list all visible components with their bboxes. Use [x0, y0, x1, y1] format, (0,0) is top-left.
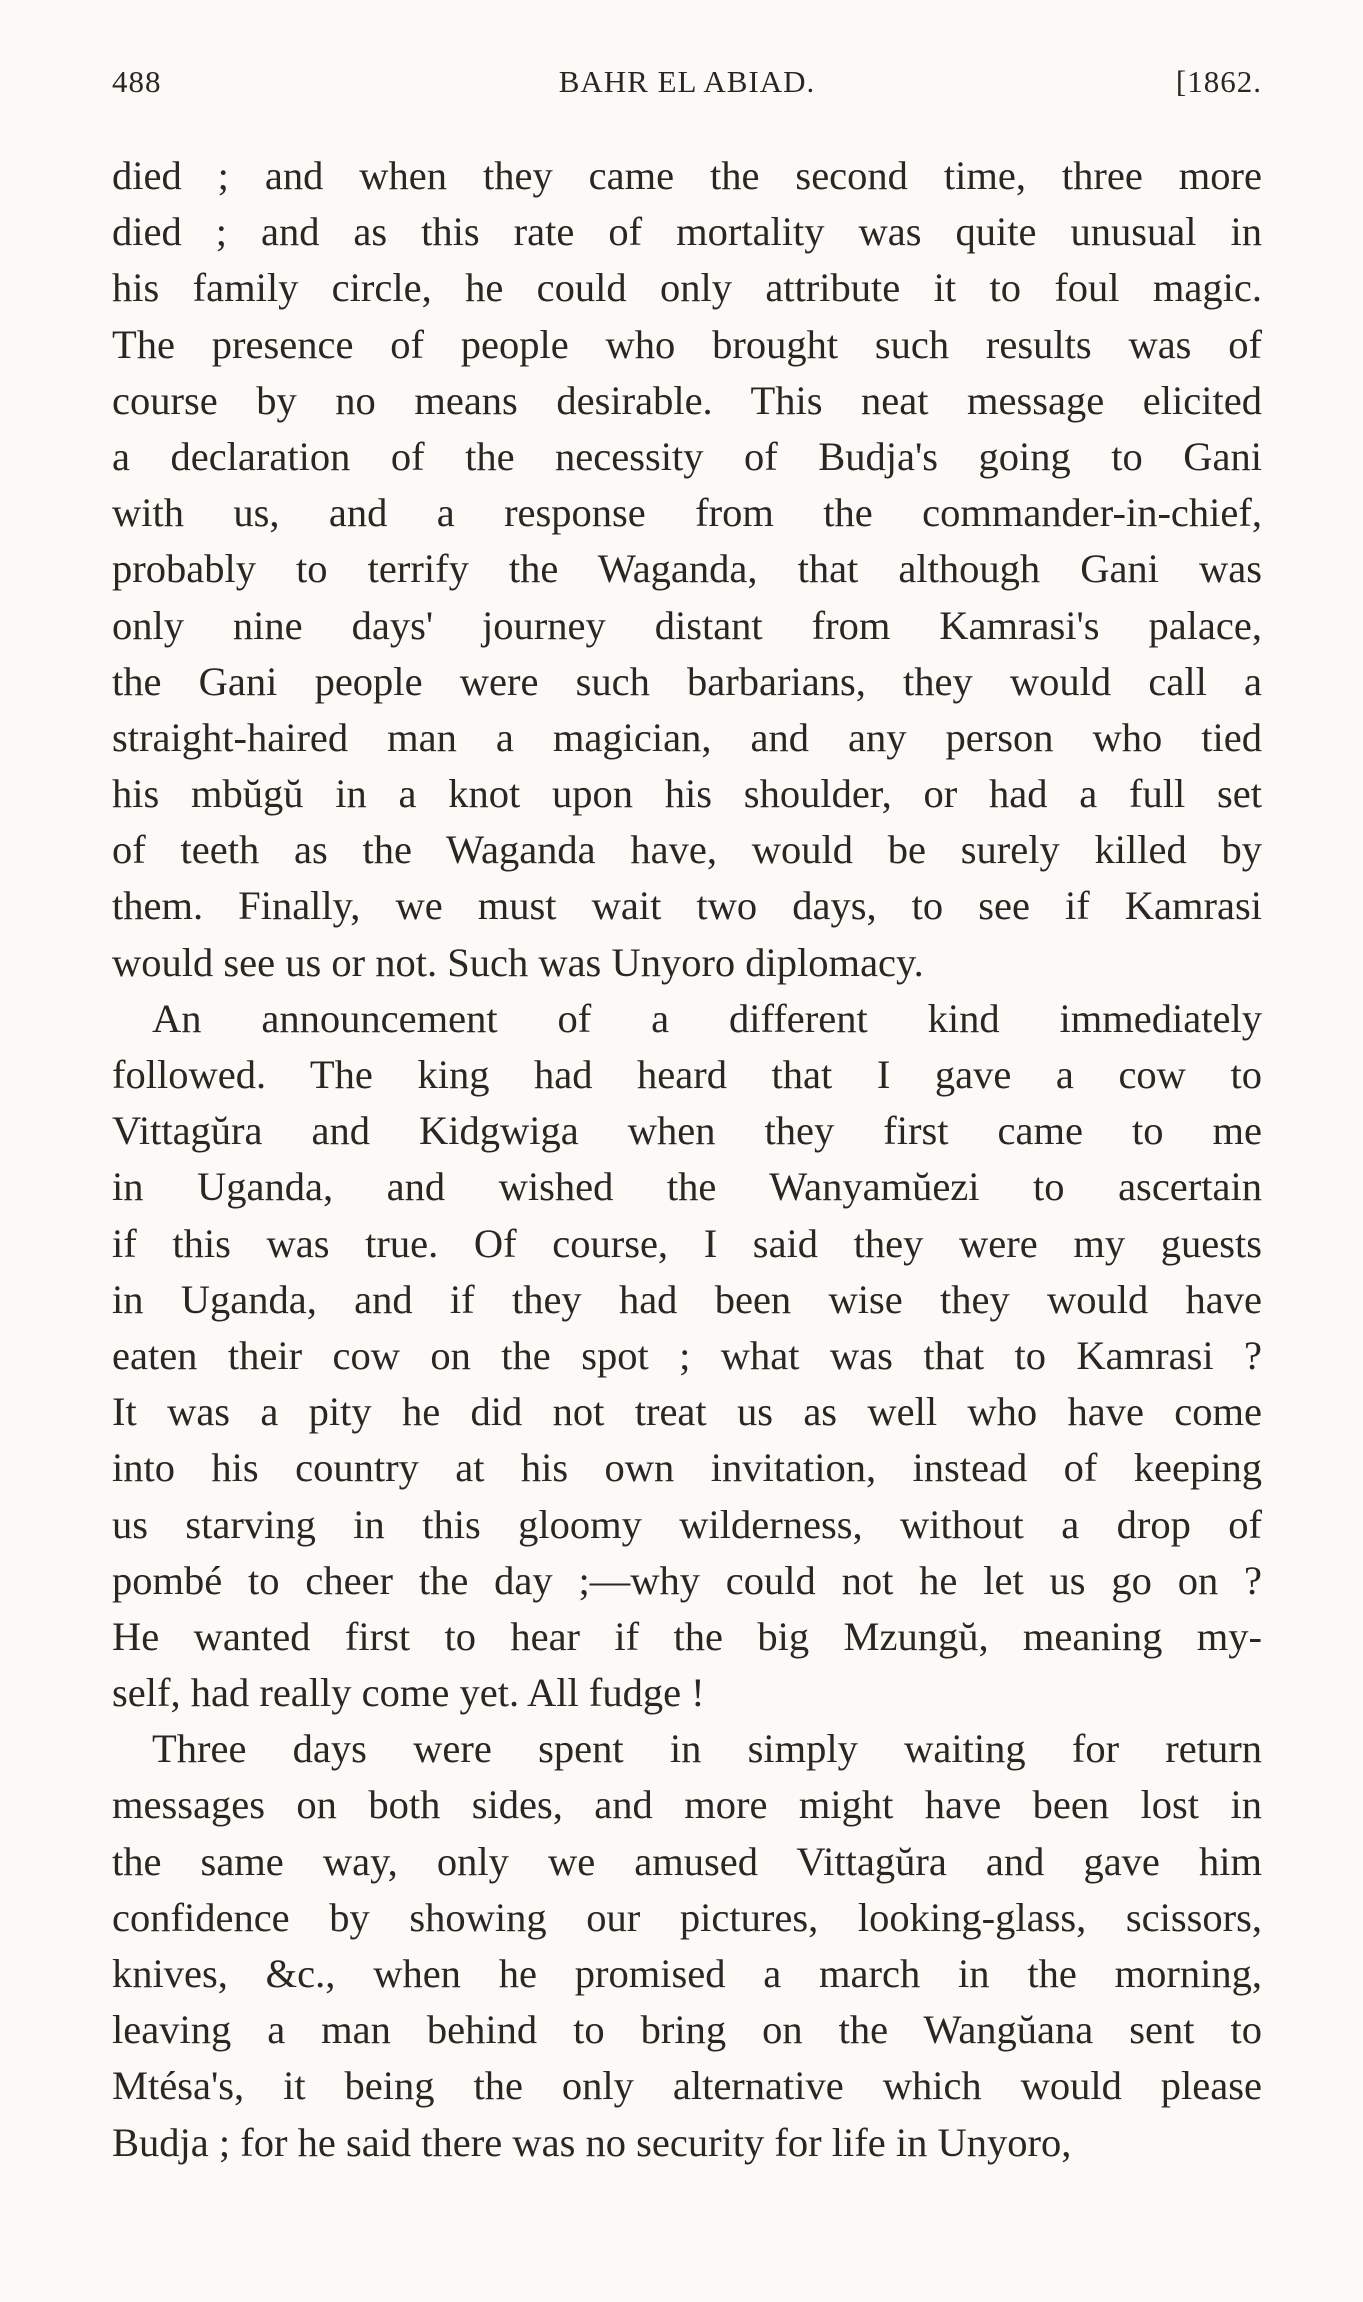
body-text	[112, 148, 1262, 2171]
text-line: Mtésa's, it being the only alternative which would please	[112, 2063, 1262, 2109]
text-line: leaving a man behind to bring on the Wangŭana sent to	[112, 2007, 1262, 2053]
text-line: Vittagŭra and Kidgwiga when they first came to me	[112, 1108, 1262, 1154]
text-line: a declaration of the necessity of Budja's going to Gani	[112, 433, 1262, 479]
text-line: us starving in this gloomy wilderness, without a drop of	[112, 1501, 1262, 1547]
running-title: BAHR EL ABIAD.	[558, 64, 816, 99]
text-line: messages on both sides, and more might have been lost in	[112, 1782, 1262, 1828]
text-line: the same way, only we amused Vittagŭra and gave him	[112, 1838, 1262, 1884]
text-line: course by no means desirable. This neat message elicited	[112, 377, 1262, 423]
paragraph	[112, 1721, 1262, 2171]
text-line: died ; and when they came the second time, three more	[112, 153, 1262, 198]
text-line: into his country at his own invitation, instead of keeping	[112, 1445, 1262, 1491]
text-line: if this was true. Of course, I said they were my guests	[112, 1220, 1262, 1266]
text-line: his mbŭgŭ in a knot upon his shoulder, or had a full set	[112, 771, 1262, 817]
text-line: Budja ; for he said there was no security for life in Unyoro,	[112, 2119, 1072, 2165]
page-number: 488	[112, 64, 162, 99]
text-line: confidence by showing our pictures, looking-glass, scissors,	[112, 1894, 1262, 1940]
text-line: died ; and as this rate of mortality was quite unusual in	[112, 209, 1262, 255]
text-line: would see us or not. Such was Unyoro diplomacy.	[112, 939, 924, 985]
text-line: with us, and a response from the commander-in-chief,	[112, 490, 1262, 536]
text-line: in Uganda, and wished the Wanyamŭezi to ascertain	[112, 1164, 1262, 1210]
text-line: An announcement of a different kind immediately	[152, 995, 1262, 1041]
text-line: his family circle, he could only attribute it to foul magic.	[112, 265, 1262, 311]
text-line: only nine days' journey distant from Kamrasi's palace,	[112, 602, 1262, 648]
paragraph	[112, 148, 1262, 991]
text-line: It was a pity he did not treat us as well who have come	[112, 1389, 1262, 1435]
text-line: Three days were spent in simply waiting for return	[152, 1726, 1262, 1772]
text-line: He wanted first to hear if the big Mzungŭ, meaning my-	[112, 1613, 1262, 1659]
text-line: pombé to cheer the day ;—why could not he let us go on ?	[112, 1557, 1262, 1603]
text-line: the Gani people were such barbarians, they would call a	[112, 658, 1262, 704]
text-line: probably to terrify the Waganda, that although Gani was	[112, 546, 1262, 592]
text-line: them. Finally, we must wait two days, to see if Kamrasi	[112, 883, 1262, 929]
paragraph	[112, 991, 1262, 1721]
text-line: knives, &c., when he promised a march in the morning,	[112, 1951, 1262, 1996]
text-line: The presence of people who brought such results was of	[112, 321, 1262, 367]
text-line: straight-haired man a magician, and any person who tied	[112, 714, 1262, 760]
text-line: eaten their cow on the spot ; what was that to Kamrasi ?	[112, 1332, 1262, 1378]
running-header	[112, 64, 1262, 114]
text-line: in Uganda, and if they had been wise they would have	[112, 1276, 1262, 1322]
text-line: followed. The king had heard that I gave a cow to	[112, 1052, 1262, 1097]
header-year: [1862.	[1175, 64, 1262, 99]
text-line: self, had really come yet. All fudge !	[112, 1670, 705, 1716]
text-line: of teeth as the Waganda have, would be surely killed by	[112, 827, 1262, 873]
